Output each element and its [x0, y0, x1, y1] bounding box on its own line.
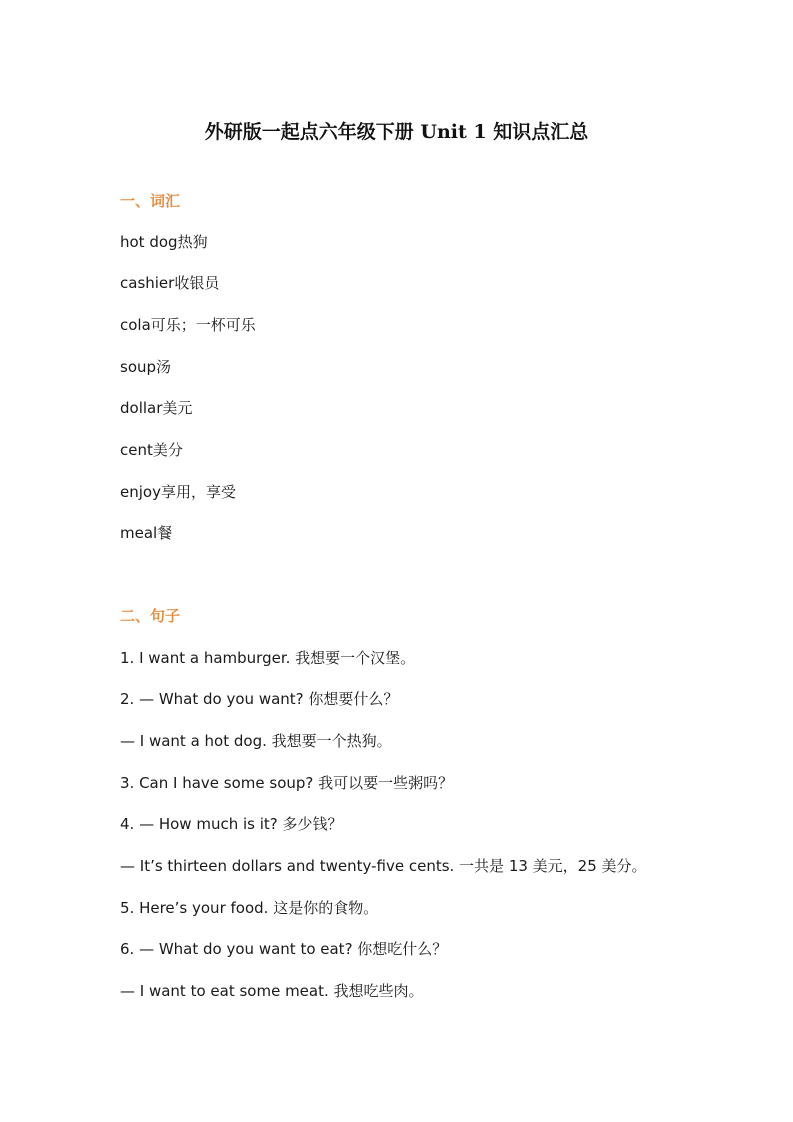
vocab-chinese: 可乐；一杯可乐	[150, 316, 256, 334]
vocab-english: meal	[120, 524, 158, 542]
vocab-english: enjoy	[120, 483, 161, 501]
sentence-line: 3. Can I have some soup? 我可以要一些粥吗？	[120, 774, 454, 792]
vocab-item	[120, 397, 192, 419]
vocab-item	[120, 481, 236, 503]
vocab-item	[120, 356, 171, 378]
vocab-chinese: 收银员	[174, 274, 220, 292]
vocab-english: hot dog	[120, 233, 178, 251]
sentence-line: 5. Here’s your food. 这是你的食物。	[120, 899, 379, 917]
sentence-line: — I want a hot dog. 我想要一个热狗。	[120, 732, 392, 750]
vocab-chinese: 汤	[156, 358, 172, 376]
vocab-english: cent	[120, 441, 153, 459]
vocab-item	[120, 314, 256, 336]
vocab-item	[120, 231, 208, 253]
vocab-english: soup	[120, 358, 157, 376]
vocab-chinese: 热狗	[177, 233, 208, 251]
page-title: 外研版一起点六年级下册 Unit 1 知识点汇总	[204, 121, 589, 143]
vocab-english: cola	[120, 316, 151, 334]
vocab-chinese: 享用，享受	[160, 483, 236, 501]
section-heading-vocabulary: 一、词汇	[120, 192, 181, 210]
sentence-line: — It’s thirteen dollars and twenty-five cents. 一共是 13 美元，25 美分。	[120, 857, 647, 875]
vocab-item	[120, 272, 219, 294]
section-heading-sentences: 二、句子	[120, 607, 181, 625]
vocab-english: dollar	[120, 399, 163, 417]
vocab-chinese: 美元	[162, 399, 193, 417]
sentence-line: 4. — How much is it? 多少钱？	[120, 815, 343, 833]
sentence-line: 2. — What do you want? 你想要什么？	[120, 690, 399, 708]
sentence-line: 1. I want a hamburger. 我想要一个汉堡。	[120, 649, 416, 667]
vocab-english: cashier	[120, 274, 175, 292]
vocab-chinese: 餐	[157, 524, 173, 542]
sentence-line: 6. — What do you want to eat? 你想吃什么？	[120, 940, 448, 958]
vocab-item	[120, 439, 183, 461]
vocab-chinese: 美分	[152, 441, 183, 459]
sentence-line: — I want to eat some meat. 我想吃些肉。	[120, 982, 424, 1000]
vocab-item	[120, 522, 172, 544]
